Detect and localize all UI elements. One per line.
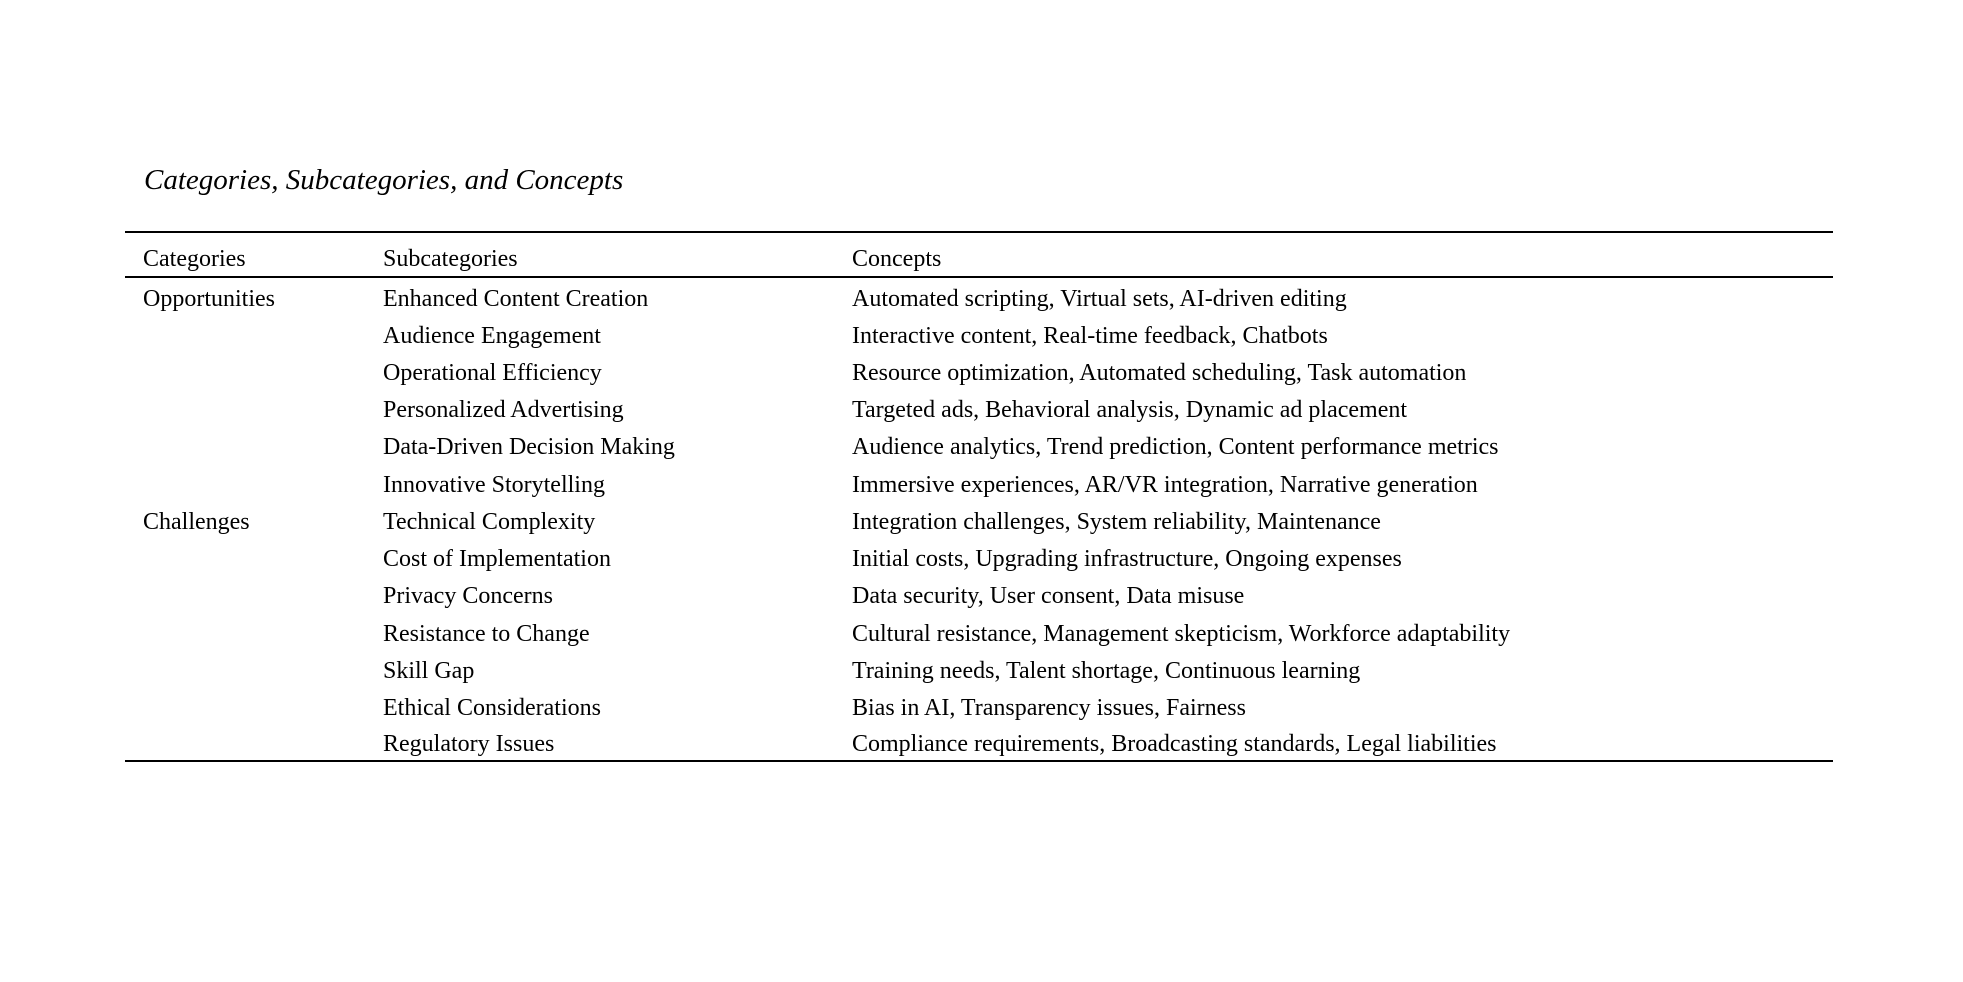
cell-concepts: Initial costs, Upgrading infrastructure, Ongoing expenses [852, 546, 1402, 572]
table-row [125, 352, 1833, 389]
table-row [125, 575, 1833, 612]
cell-category [125, 352, 383, 389]
cell-concepts: Audience analytics, Trend prediction, Content performance metrics [852, 434, 1499, 461]
table-row [125, 501, 1833, 538]
cell-concepts: Data security, User consent, Data misuse [852, 583, 1245, 610]
cell-category [125, 650, 383, 687]
cell-category [125, 389, 383, 426]
cell-subcategory: Technical Complexity [383, 508, 596, 535]
cell-category: Opportunities [143, 286, 275, 313]
table-row [125, 687, 1833, 724]
cell-category [125, 687, 383, 724]
table-title: Categories, Subcategories, and Concepts [144, 164, 624, 196]
table-row [125, 277, 1833, 314]
cell-concepts: Training needs, Talent shortage, Continuous learning [852, 657, 1361, 684]
header-row [125, 232, 1833, 277]
cell-concepts: Resource optimization, Automated scheduling, Task automation [852, 359, 1467, 386]
cell-category: Challenges [143, 508, 250, 535]
cell-subcategory: Cost of Implementation [383, 546, 611, 572]
table-row [125, 389, 1833, 426]
table-row [125, 724, 1833, 761]
table-row [125, 463, 1833, 500]
cell-subcategory: Privacy Concerns [383, 583, 553, 610]
table-row [125, 538, 1833, 575]
header-subcategories: Subcategories [383, 246, 518, 272]
cell-subcategory: Regulatory Issues [383, 731, 555, 758]
cell-subcategory: Resistance to Change [383, 620, 590, 647]
cell-concepts: Integration challenges, System reliability, Maintenance [852, 508, 1381, 535]
cell-subcategory: Enhanced Content Creation [383, 286, 649, 313]
cell-category [125, 575, 383, 612]
cell-category [125, 538, 383, 575]
cell-concepts: Cultural resistance, Management skepticism, Workforce adaptability [852, 620, 1511, 647]
table-row [125, 426, 1833, 463]
cell-subcategory: Innovative Storytelling [383, 471, 605, 498]
table-row [125, 650, 1833, 687]
cell-subcategory: Personalized Advertising [383, 397, 624, 423]
cell-category [125, 724, 383, 761]
cell-category [125, 612, 383, 649]
table-row [125, 612, 1833, 649]
cell-subcategory: Ethical Considerations [383, 695, 601, 721]
cell-concepts: Bias in AI, Transparency issues, Fairness [852, 695, 1246, 721]
cell-concepts: Automated scripting, Virtual sets, AI-driven editing [852, 286, 1347, 313]
cell-concepts: Immersive experiences, AR/VR integration, Narrative generation [852, 471, 1478, 498]
header-categories: Categories [143, 246, 246, 272]
cell-category [125, 314, 383, 351]
table-row [125, 314, 1833, 351]
cell-subcategory: Skill Gap [383, 657, 475, 684]
cell-concepts: Interactive content, Real-time feedback, Chatbots [852, 322, 1328, 349]
cell-subcategory: Data-Driven Decision Making [383, 434, 675, 461]
categories-table [125, 231, 1833, 762]
table-header [125, 232, 1833, 277]
cell-category [125, 426, 383, 463]
cell-subcategory: Operational Efficiency [383, 359, 602, 386]
cell-concepts: Targeted ads, Behavioral analysis, Dynamic ad placement [852, 397, 1408, 423]
header-concepts: Concepts [852, 246, 942, 272]
table-body [125, 277, 1833, 761]
cell-concepts: Compliance requirements, Broadcasting standards, Legal liabilities [852, 731, 1497, 758]
cell-subcategory: Audience Engagement [383, 322, 601, 349]
cell-category [125, 463, 383, 500]
